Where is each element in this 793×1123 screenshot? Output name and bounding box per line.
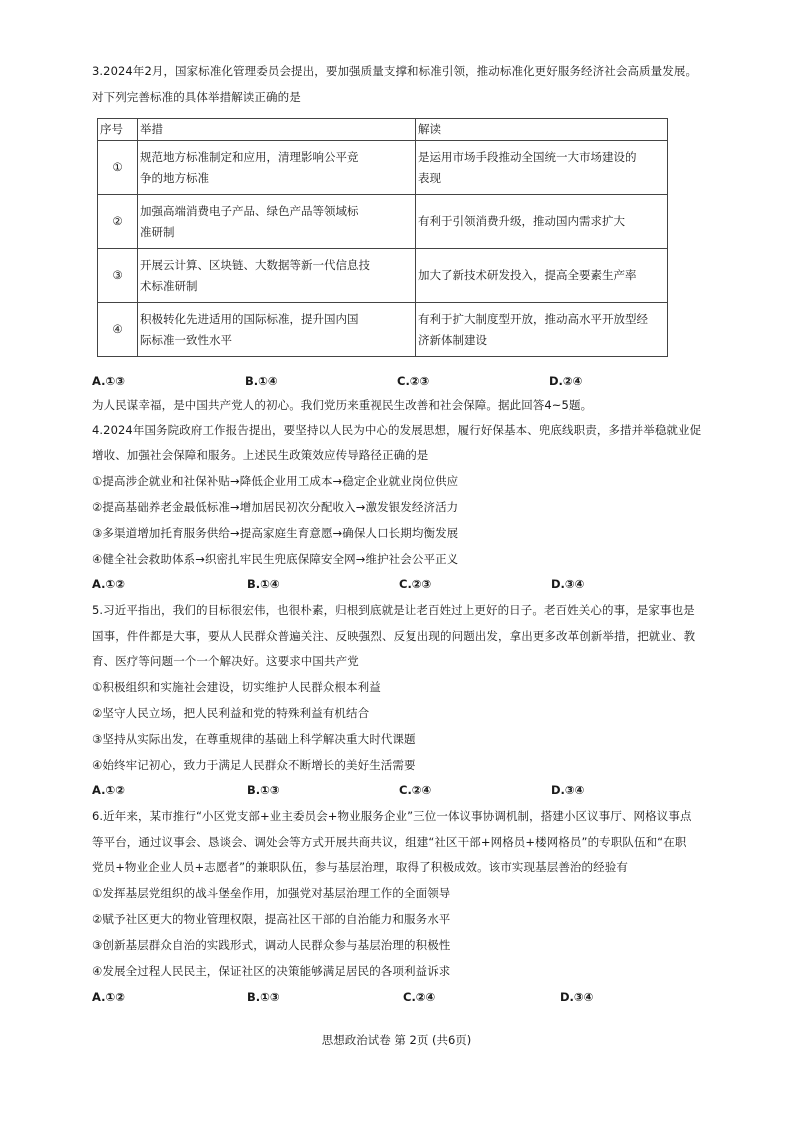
q5-option-a: A.①② <box>92 783 125 797</box>
q6-option-c: C.②④ <box>403 990 436 1004</box>
header-number: 序号 <box>98 119 138 141</box>
row-interpretation: 有利于扩大制度型开放，推动高水平开放型经 济新体制建设 <box>418 311 648 347</box>
q4-option-c: C.②③ <box>399 577 432 591</box>
q6-item-2: ②赋予社区更大的物业管理权限，提高社区干部的自治能力和服务水平 <box>92 912 451 926</box>
row-interpretation: 是运用市场手段推动全国统一大市场建设的 表现 <box>418 149 637 185</box>
row-number: ① <box>98 141 138 195</box>
q4-option-a: A.①② <box>92 577 125 591</box>
q5-option-d: D.③④ <box>551 783 585 797</box>
row-number: ④ <box>98 303 138 357</box>
row-interpretation: 有利于引领消费升级，推动国内需求扩大 <box>418 214 625 228</box>
q6-option-b: B.①③ <box>247 990 280 1004</box>
row-measure: 规范地方标准制定和应用，清理影响公平竞 争的地方标准 <box>140 149 359 185</box>
q6-item-4: ④发展全过程人民民主，保证社区的决策能够满足居民的各项利益诉求 <box>92 964 451 978</box>
q3-stem-line1: 3.2024年2月，国家标准化管理委员会提出，要加强质量支撑和标准引领，推动标准化更好服务经济社会高质量发展。 <box>92 64 698 78</box>
q5-stem-line3: 育、医疗等问题一个一个解决好。这要求中国共产党 <box>92 654 359 668</box>
q5-item-3: ③坚持从实际出发，在尊重规律的基础上科学解决重大时代课题 <box>92 732 416 746</box>
table-row <box>98 141 668 195</box>
q3-stem-line2: 对下列完善标准的具体举措解读正确的是 <box>92 90 301 104</box>
q3-option-c: C.②③ <box>397 374 430 388</box>
q3-option-d: D.②④ <box>549 374 583 388</box>
q4-stem-line2: 增收、加强社会保障和服务。上述民生政策效应传导路径正确的是 <box>92 448 429 462</box>
table-header-row <box>98 119 668 141</box>
q3-option-b: B.①④ <box>245 374 278 388</box>
q5-stem-line1: 5.习近平指出，我们的目标很宏伟，也很朴素，归根到底就是让老百姓过上更好的日子。老百姓关心的事，是家事也是 <box>92 603 695 617</box>
intro-4-5: 为人民谋幸福，是中国共产党人的初心。我们党历来重视民生改善和社会保障。据此回答4~5题。 <box>92 398 593 412</box>
row-measure: 积极转化先进适用的国际标准，提升国内国 际标准一致性水平 <box>140 311 359 347</box>
row-measure: 开展云计算、区块链、大数据等新一代信息技 术标准研制 <box>140 257 370 293</box>
table-row <box>98 195 668 249</box>
row-number: ③ <box>98 249 138 303</box>
row-number: ② <box>98 195 138 249</box>
row-measure: 加强高端消费电子产品、绿色产品等领域标 准研制 <box>140 203 359 239</box>
table-row <box>98 249 668 303</box>
q5-item-4: ④始终牢记初心，致力于满足人民群众不断增长的美好生活需要 <box>92 758 416 772</box>
q5-item-2: ②坚守人民立场，把人民利益和党的特殊利益有机结合 <box>92 706 370 720</box>
header-interpretation: 解读 <box>416 119 668 141</box>
q5-option-c: C.②④ <box>399 783 432 797</box>
q6-option-d: D.③④ <box>560 990 594 1004</box>
q5-item-1: ①积极组织和实施社会建设，切实维护人民群众根本利益 <box>92 680 381 694</box>
measures-table <box>97 118 668 357</box>
q4-item-3: ③多渠道增加托育服务供给→提高家庭生育意愿→确保人口长期均衡发展 <box>92 526 459 540</box>
q6-stem-line3: 党员+物业企业人员+志愿者”的兼职队伍，参与基层治理，取得了积极成效。该市实现基层善治的经验有 <box>92 860 628 874</box>
q3-option-a: A.①③ <box>92 374 125 388</box>
q4-option-b: B.①④ <box>247 577 280 591</box>
q5-stem-line2: 国事，件件都是大事，要从人民群众普遍关注、反映强烈、反复出现的问题出发，拿出更多改革创新举措，把就业、教 <box>92 629 696 643</box>
header-measure: 举措 <box>138 119 416 141</box>
q4-item-2: ②提高基础养老金最低标准→增加居民初次分配收入→激发银发经济活力 <box>92 500 459 514</box>
q6-stem-line2: 等平台，通过议事会、恳谈会、调处会等方式开展共商共议，组建“社区干部+网格员+楼网格员”的专职队伍和“在职 <box>92 835 687 849</box>
q4-option-d: D.③④ <box>551 577 585 591</box>
q5-option-b: B.①③ <box>247 783 280 797</box>
q6-stem-line1: 6.近年来，某市推行“小区党支部+业主委员会+物业服务企业”三位一体议事协调机制，搭建小区议事厅、网格议事点 <box>92 809 692 823</box>
row-interpretation: 加大了新技术研发投入，提高全要素生产率 <box>418 268 637 282</box>
q4-stem-line1: 4.2024年国务院政府工作报告提出，要坚持以人民为中心的发展思想，履行好保基本、兜底线职责，多措并举稳就业促 <box>92 423 702 437</box>
table-row <box>98 303 668 357</box>
q6-item-1: ①发挥基层党组织的战斗堡垒作用，加强党对基层治理工作的全面领导 <box>92 886 451 900</box>
q6-option-a: A.①② <box>92 990 125 1004</box>
q6-item-3: ③创新基层群众自治的实践形式，调动人民群众参与基层治理的积极性 <box>92 938 451 952</box>
q4-item-1: ①提高涉企就业和社保补贴→降低企业用工成本→稳定企业就业岗位供应 <box>92 474 459 488</box>
page-footer: 思想政治试卷 第 2页 (共6页) <box>321 1033 472 1047</box>
q4-item-4: ④健全社会救助体系→织密扎牢民生兜底保障安全网→维护社会公平正义 <box>92 552 459 566</box>
